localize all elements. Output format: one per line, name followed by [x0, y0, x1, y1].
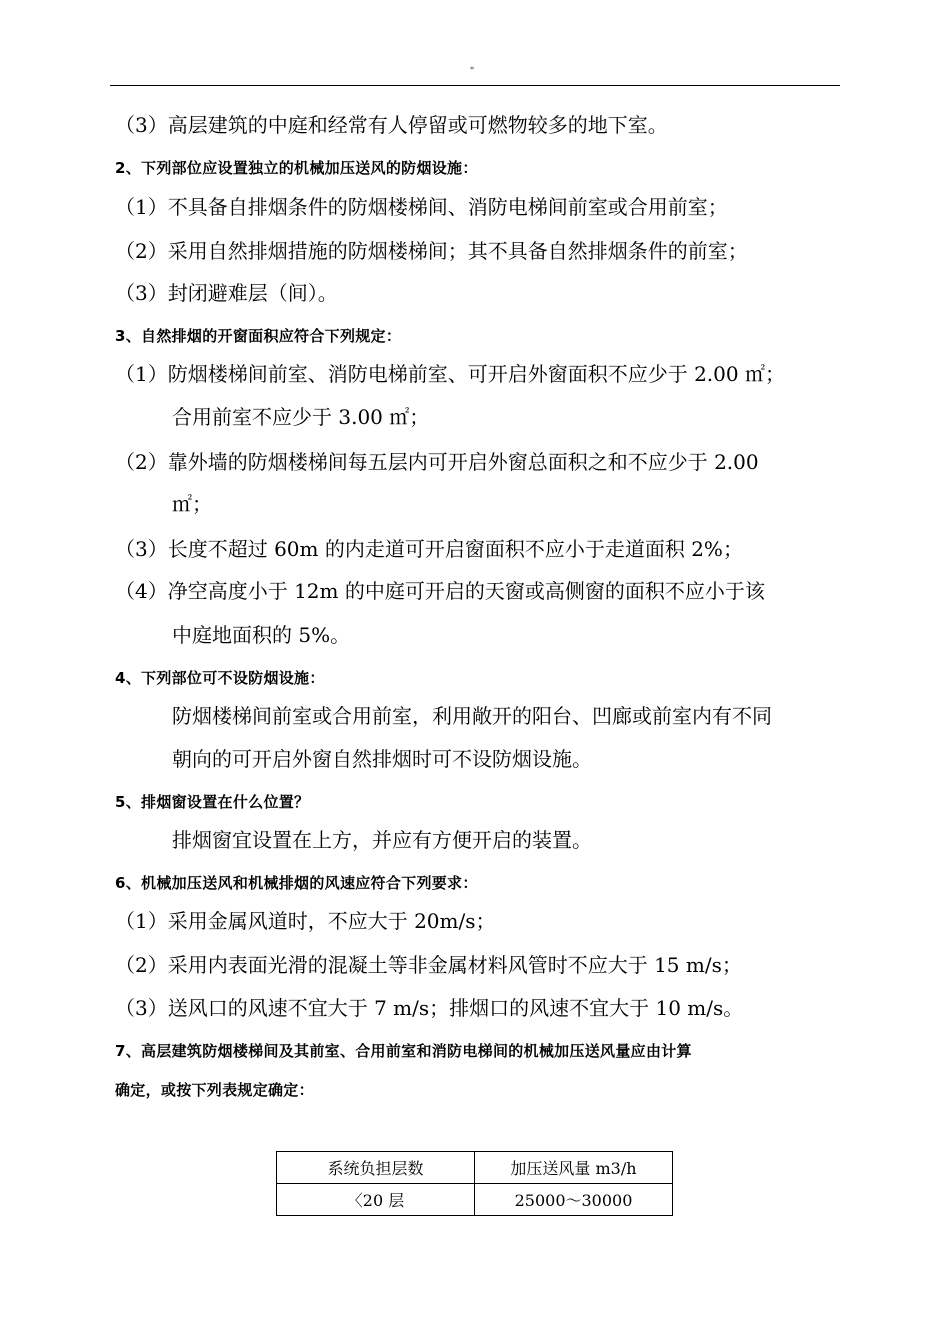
- header-mark: ": [470, 66, 475, 77]
- item-line: （3）封闭避难层（间）。: [115, 281, 338, 305]
- paragraph-line: 排烟窗宜设置在上方，并应有方便开启的装置。: [172, 828, 592, 852]
- item-line: （3）高层建筑的中庭和经常有人停留或可燃物较多的地下室。: [115, 113, 668, 137]
- table-cell: 25000～30000: [475, 1184, 673, 1216]
- section-heading: 5、排烟窗设置在什么位置？: [115, 793, 310, 811]
- section-heading-continued: 确定，或按下列表规定确定：: [115, 1081, 314, 1099]
- item-line: （3）送风口的风速不宜大于 7 m/s；排烟口的风速不宜大于 10 m/s。: [115, 996, 744, 1020]
- section-heading: 4、下列部位可不设防烟设施：: [115, 669, 325, 687]
- table-header-cell: 系统负担层数: [277, 1152, 475, 1184]
- item-line-continued: 中庭地面积的 5%。: [172, 623, 351, 647]
- table-cell: 〈20 层: [277, 1184, 475, 1216]
- item-line: （1）不具备自排烟条件的防烟楼梯间、消防电梯间前室或合用前室；: [115, 195, 728, 219]
- table-row: [277, 1184, 673, 1216]
- table-header-row: [277, 1152, 673, 1184]
- item-line: （2）采用自然排烟措施的防烟楼梯间；其不具备自然排烟条件的前室；: [115, 239, 748, 263]
- section-heading: 2、下列部位应设置独立的机械加压送风的防烟设施：: [115, 159, 478, 177]
- section-heading: 6、机械加压送风和机械排烟的风速应符合下列要求：: [115, 874, 478, 892]
- table-header-cell: 加压送风量 m3/h: [475, 1152, 673, 1184]
- item-line-continued: 合用前室不应少于 3.00 ㎡；: [172, 405, 430, 429]
- item-line: （2）靠外墙的防烟楼梯间每五层内可开启外窗总面积之和不应少于 2.00: [115, 450, 759, 474]
- airflow-table: [276, 1151, 673, 1216]
- item-line-continued: ㎡；: [172, 492, 212, 516]
- paragraph-line: 朝向的可开启外窗自然排烟时可不设防烟设施。: [172, 747, 592, 771]
- header-rule: [110, 85, 840, 86]
- item-line: （4）净空高度小于 12m 的中庭可开启的天窗或高侧窗的面积不应小于该: [115, 579, 765, 603]
- item-line: （3）长度不超过 60m 的内走道可开启窗面积不应小于走道面积 2%；: [115, 537, 743, 561]
- paragraph-line: 防烟楼梯间前室或合用前室，利用敞开的阳台、凹廊或前室内有不同: [172, 704, 772, 728]
- item-line: （1）防烟楼梯间前室、消防电梯前室、可开启外窗面积不应少于 2.00 ㎡；: [115, 362, 785, 386]
- item-line: （1）采用金属风道时，不应大于 20m/s；: [115, 909, 496, 933]
- section-heading: 7、高层建筑防烟楼梯间及其前室、合用前室和消防电梯间的机械加压送风量应由计算: [115, 1042, 692, 1060]
- section-heading: 3、自然排烟的开窗面积应符合下列规定：: [115, 327, 402, 345]
- item-line: （2）采用内表面光滑的混凝土等非金属材料风管时不应大于 15 m/s；: [115, 953, 742, 977]
